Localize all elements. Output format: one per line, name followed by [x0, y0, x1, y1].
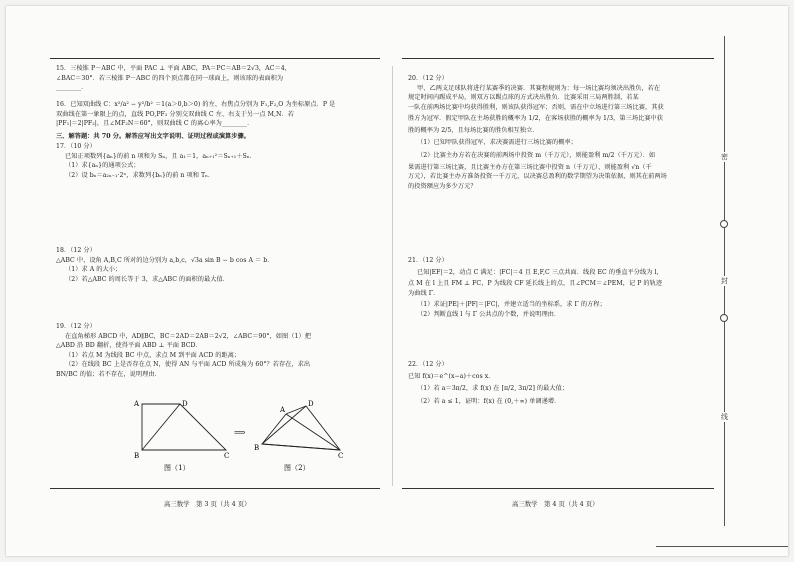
- q21-line-5: （1）求证|PE|＋|PF|＝|FC|，并建立适当的坐标系，求 Γ 的方程；: [417, 301, 606, 309]
- question-16: [56, 100, 376, 129]
- question-19: [56, 322, 376, 380]
- q20-line-2: 甲、乙两支足球队将进行某赛季的决赛．其赛程规则为：每一场比赛均须决出胜负，若在: [417, 84, 661, 92]
- center-fold-line: [392, 66, 393, 486]
- q21-line-4: 为曲线 Γ．: [408, 289, 440, 297]
- q20-line-10: 万元），若比赛主办方准备投资一千万元，以决赛总盈利的数学期望为决策依据，则其在前两场: [408, 173, 667, 181]
- q22-line-4: （2）若 a ≤ 1，证明：f(x) 在 (0,＋∞) 单调递增．: [417, 397, 561, 405]
- top-rule-left: [50, 58, 380, 59]
- bottom-rule-left: [50, 488, 380, 489]
- q20-line-6: 胜的概率为 2/5，且每场比赛的胜负相互独立．: [408, 126, 539, 134]
- q19-line-2: 在直角梯形 ABCD 中，AD∥BC，BC＝2AD＝2AB＝2√2，∠ABC＝90°，如图（1）把: [65, 332, 311, 340]
- binding-hole-bottom: [720, 314, 728, 322]
- q19-line-5: （2）在线段 BC 上是否存在点 N，使得 AN 与平面 ACD 所成角为 60°？若存在，求出: [65, 361, 311, 369]
- q20-line-9: 果需进行第三场比赛，且比赛主办方在第三场比赛中投资 n（千万元），则能盈利 √n（千: [408, 163, 652, 171]
- seal-char-2: 封: [721, 277, 728, 285]
- q21-line-3: 点 M 在 l 上且 FM ⊥ FC，P 为线段 CF 延长线上的点，且∠PCM＝∠PEM，记 P 的轨迹: [408, 280, 663, 288]
- q21-line-1: 21．（12 分）: [408, 257, 448, 264]
- bottom-rule-right: [402, 488, 714, 489]
- question-15: [56, 64, 376, 93]
- fig2-label-a: A: [280, 406, 286, 414]
- q18-line-3: （1）求 A 的大小；: [65, 266, 122, 274]
- fig2-label-b: B: [254, 444, 260, 452]
- section-3-heading: 三、解答题：共 70 分。解答应写出文字说明、证明过程或演算步骤。: [56, 133, 251, 140]
- fig2-label-c: C: [338, 452, 344, 460]
- question-17: [56, 142, 376, 180]
- q16-line-2: 双曲线在第一象限上的点，直线 PO,PF₂ 分别交双曲线 C 左、右支于另一点 M,N．若: [56, 110, 294, 118]
- q22-line-1: 22．（12 分）: [408, 361, 448, 368]
- margin-bottom-rule: [656, 546, 788, 547]
- q22-line-3: （1）若 a＝3π/2，求 f(x) 在 [π/2, 3π/2] 的最大值；: [417, 385, 569, 393]
- q16-line-1: 16．已知双曲线 C：x²/a² − y²/b² ＝1(a＞0,b＞0) 的左、右焦点分别为 F₁,F₂,O 为坐标原点．P 是: [56, 101, 336, 108]
- q20-line-8: （2）比赛主办方若在决赛的前两场中投资 m（千万元），则能盈利 m/2（千万元）．如: [417, 152, 656, 160]
- figure-1: [134, 400, 234, 472]
- fig1-caption: 图（1）: [164, 464, 190, 472]
- question-20: [408, 74, 708, 192]
- q17-line-4: （2）设 bₙ＝a₂ₙ₋₁·2ⁿ，求数列{bₙ}的前 n 项和 Tₙ．: [65, 171, 215, 179]
- q20-line-1: 20．（12 分）: [408, 75, 448, 82]
- question-18: [56, 246, 376, 284]
- q20-line-5: 胜方为冠军．假定甲队在主场获胜的概率为 1/2，在客场获胜的概率为 1/3，第三场比赛中获: [408, 115, 664, 123]
- fig2-caption: 图（2）: [284, 464, 310, 472]
- q19-line-1: 19．（12 分）: [56, 323, 96, 330]
- q19-line-3: △ABD 沿 BD 翻折，使得平面 ABD ⊥ 平面 BCD．: [56, 342, 202, 350]
- seal-char-1: 密: [721, 153, 728, 161]
- fig2-label-d: D: [308, 400, 314, 408]
- q22-line-2: 已知 f(x)＝e^(x−a)＋cos x．: [408, 372, 495, 380]
- q20-line-3: 规定时间内踢成平局，则双方以踢点球的方式决出胜负．比赛采用三局两胜制，若某: [408, 94, 639, 102]
- q15-line-2: ∠BAC＝30°．若三棱锥 P－ABC 的四个顶点都在同一球面上，则该球的表面积为: [56, 74, 284, 82]
- exam-sheet: [6, 6, 788, 556]
- left-page-footer: 高三数学 第 3 页（共 4 页）: [164, 500, 251, 508]
- q16-line-3: |PF₁|＝2|PF₂|，且∠MF₂N＝60°，则双曲线 C 的离心率为________．: [56, 120, 254, 128]
- right-page-footer: 高三数学 第 4 页（共 4 页）: [512, 500, 599, 508]
- fig1-label-c: C: [224, 452, 230, 460]
- q15-line-3: ________．: [56, 84, 88, 92]
- binding-hole-top: [720, 220, 728, 228]
- seal-char-3: 线: [721, 413, 728, 421]
- q20-line-4: 一队在前两场比赛中均获得胜利，则该队获得冠军；否则，需在中立场进行第三场比赛，其获: [408, 103, 664, 111]
- q19-line-6: BN/BC 的值；若不存在，说明理由．: [56, 370, 161, 378]
- q20-line-11: 的投资额应为多少万元？: [408, 182, 477, 190]
- q18-line-4: （2）若△ABC 的周长等于 3，求△ABC 的面积的最大值．: [65, 275, 229, 283]
- fig1-label-b: B: [134, 452, 140, 460]
- q18-line-2: △ABC 中，设角 A,B,C 所对的边分别为 a,b,c，√3a sin B − b cos A ＝ b．: [56, 256, 274, 264]
- q17-line-2: 已知正项数列{aₙ}的前 n 项和为 Sₙ，且 a₁＝1，aₙ₊₁²＝Sₙ₊₁＋Sₙ．: [65, 152, 256, 160]
- figure-2: [250, 400, 350, 472]
- q20-line-7: （1）已知甲队获得冠军，求决赛需进行三场比赛的概率；: [417, 138, 577, 146]
- question-22: [408, 360, 708, 406]
- q18-line-1: 18．（12 分）: [56, 247, 96, 254]
- q19-line-4: （1）若点 M 为线段 BC 中点，求点 M 到平面 ACD 的距离；: [65, 351, 241, 359]
- fig1-label-d: D: [182, 400, 188, 408]
- top-rule-right: [402, 58, 714, 59]
- q21-line-2: 已知|EF|＝2，动点 C 满足：|FC|＝4 且 E,F,C 三点共面．线段 EC 的垂直平分线为 l，: [417, 268, 663, 276]
- q15-line-1: 15．三棱锥 P－ABC 中，平面 PAC ⊥ 平面 ABC，PA＝PC＝AB＝2√3，AC＝4，: [56, 65, 291, 72]
- q21-line-6: （2）判断直线 l 与 Γ 公共点的个数，并说明理由．: [417, 310, 561, 318]
- q17-line-3: （1）求{aₙ}的通项公式；: [65, 162, 140, 170]
- fig1-label-a: A: [134, 400, 140, 408]
- question-21: [408, 256, 708, 320]
- q17-line-1: 17．（10 分）: [56, 143, 96, 150]
- fig-arrow: ⟹: [234, 428, 246, 437]
